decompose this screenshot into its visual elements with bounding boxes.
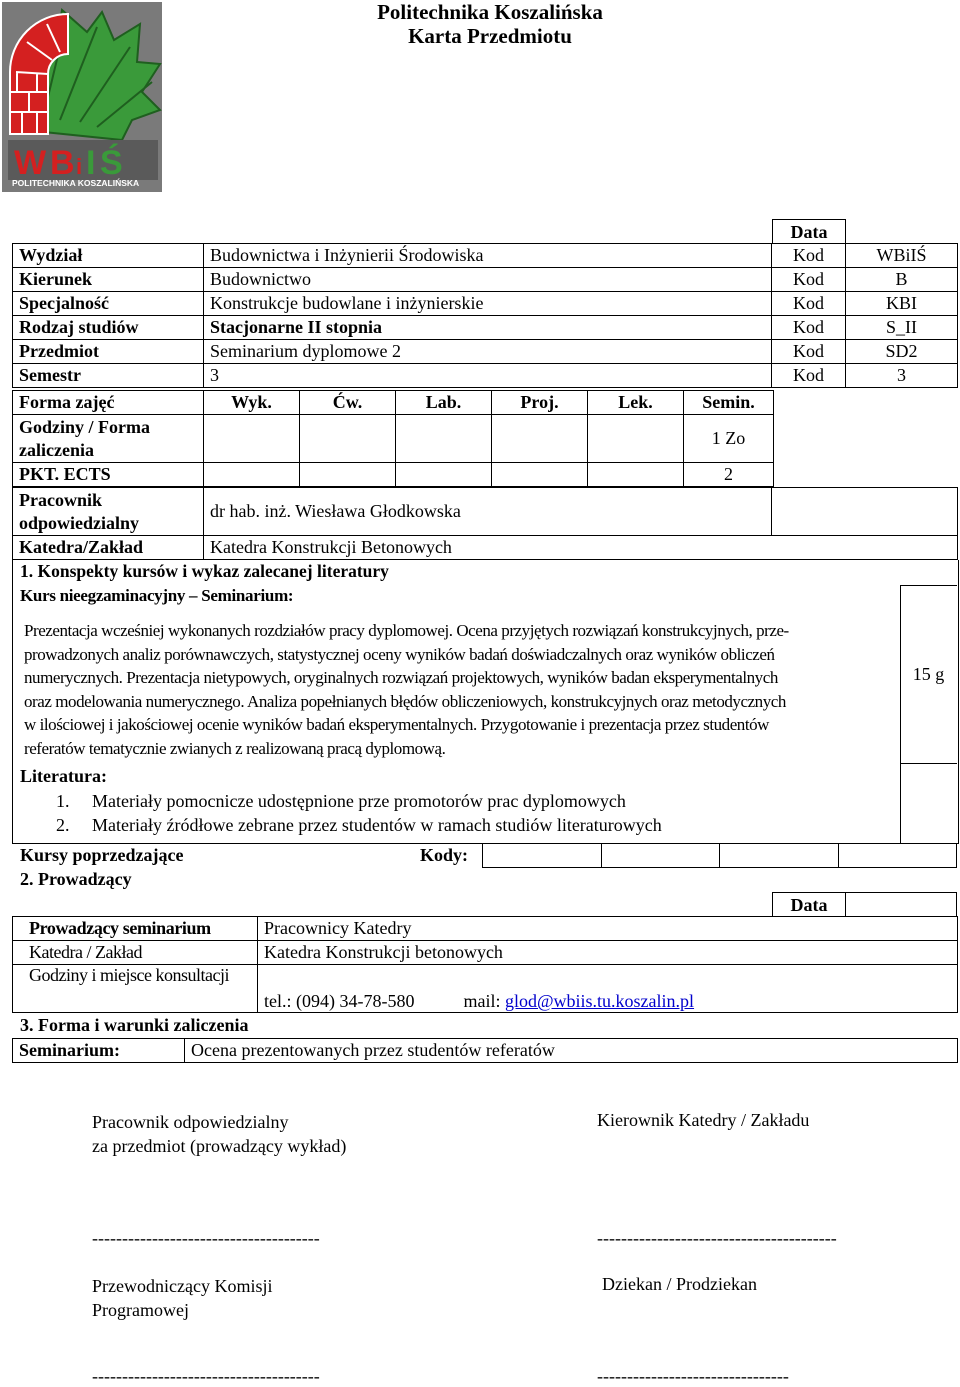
kod-label: Kod — [772, 244, 846, 268]
data-header-cell: Data — [772, 219, 846, 244]
signature-right-2: Dziekan / Prodziekan — [602, 1274, 757, 1294]
logo-letter-w: W — [14, 144, 47, 182]
card-title: Karta Przedmiotu — [408, 24, 572, 48]
katedra2-row — [13, 941, 958, 965]
pracownik-table — [12, 487, 958, 560]
email-link[interactable]: glod@wbiis.tu.koszalin.pl — [504, 991, 695, 1011]
svg-text:B: B — [50, 144, 75, 182]
katedra-row — [13, 536, 958, 560]
label-kierunek: Kierunek — [13, 268, 204, 292]
mail-label: mail: — [463, 991, 501, 1011]
info-table — [12, 243, 958, 388]
kod-label: Kod — [772, 340, 846, 364]
forma-table — [12, 390, 774, 487]
literatura-list — [56, 789, 662, 837]
info-row-kierunek — [13, 268, 958, 292]
code-rodzaj: S_II — [846, 316, 958, 340]
code-przedmiot: SD2 — [846, 340, 958, 364]
description-line: Prezentacja wcześniej wykonanych rozdziałów pracy dyplomowej. Ocena przyjętych rozwiązań konstrukcyjnych, prze- — [24, 621, 789, 640]
value-specjalnosc: Konstrukcje budowlane i inżynierskie — [204, 292, 772, 316]
konsultacje-label: Godziny i miejsce konsultacji — [13, 965, 258, 1013]
literatura-item: 2. Materiały źródłowe zebrane przez studentów w ramach studiów literaturowych — [56, 815, 662, 835]
godziny-label: Godziny / Forma zaliczenia — [13, 415, 204, 463]
pkt-row — [13, 463, 774, 487]
zaliczenie-label: Seminarium: — [13, 1039, 185, 1063]
kody-label: Kody: — [420, 845, 469, 865]
page-title — [330, 0, 650, 48]
kurs-heading: Kurs nieegzaminacyjny – Seminarium: — [20, 586, 294, 605]
info-row-specjalnosc — [13, 292, 958, 316]
kod-label: Kod — [772, 268, 846, 292]
katedra2-value: Katedra Konstrukcji betonowych — [258, 941, 958, 965]
signature-line: ---------------------------------------- — [597, 1228, 837, 1248]
code-wydzial: WBiIŚ — [846, 244, 958, 268]
signature-left-1: Pracownik odpowiedzialny za przedmiot (prowadzący wykład) — [92, 1112, 347, 1156]
info-row-przedmiot — [13, 340, 958, 364]
code-semestr: 3 — [846, 364, 958, 388]
label-specjalnosc: Specjalność — [13, 292, 204, 316]
godziny-semin: 1 Zo — [684, 415, 774, 463]
svg-text:i: i — [76, 154, 83, 179]
description-line: referatów tematycznie zwianych z realizowaną pracą dyplomową. — [24, 738, 446, 758]
info-row-semestr — [13, 364, 958, 388]
zaliczenie-value: Ocena prezentowanych przez studentów referatów — [185, 1039, 958, 1063]
katedra-label: Katedra/Zakład — [13, 536, 204, 560]
section2-heading: 2. Prowadzący — [20, 869, 132, 889]
konsultacje-value — [258, 965, 958, 1013]
signature-line: -------------------------------------- — [92, 1366, 320, 1386]
kursy-label: Kursy poprzedzające — [20, 845, 184, 865]
description-line: w ilościowej i jakościowej ocenie wyników badań eksperymentalnych. Przygotowanie i prezentacja przez studentów — [24, 715, 769, 734]
info-row-wydzial — [13, 244, 958, 268]
faculty-logo — [2, 2, 162, 192]
literatura-label: Literatura: — [20, 766, 107, 786]
kod-label: Kod — [772, 316, 846, 340]
form-cw: Ćw. — [300, 391, 396, 415]
kod-label: Kod — [772, 292, 846, 316]
konsultacje-row — [13, 965, 958, 1013]
university-name: Politechnika Koszalińska — [377, 0, 603, 24]
svg-text:I: I — [86, 144, 96, 182]
value-wydzial: Budownictwa i Inżynierii Środowiska — [204, 244, 772, 268]
section3-heading: 3. Forma i warunki zaliczenia — [20, 1015, 249, 1035]
kurs-description — [24, 619, 900, 760]
phone: tel.: (094) 34-78-580 — [264, 991, 415, 1011]
prowadzacy-label: Prowadzący seminarium — [13, 917, 258, 941]
form-lab: Lab. — [396, 391, 492, 415]
logo-graphic — [2, 2, 162, 192]
pracownik-row — [13, 488, 958, 536]
label-przedmiot: Przedmiot — [13, 340, 204, 364]
description-line: numerycznych. Prezentacja nietypowych, oryginalnych rozwiązań projektowych, wyników badan eksperymentalnych — [24, 668, 778, 687]
katedra-value: Katedra Konstrukcji Betonowych — [204, 536, 958, 560]
literatura-item: 1. Materiały pomocnicze udostępnione prze promotorów prac dyplomowych — [56, 791, 626, 811]
pkt-semin: 2 — [684, 463, 774, 487]
code-specjalnosc: KBI — [846, 292, 958, 316]
code-kierunek: B — [846, 268, 958, 292]
section2-data-cell: Data — [772, 892, 846, 917]
svg-text:POLITECHNIKA KOSZALIŃSKA: POLITECHNIKA KOSZALIŃSKA — [12, 178, 140, 188]
section1-heading: 1. Konspekty kursów i wykaz zalecanej literatury — [20, 561, 389, 581]
info-row-rodzaj — [13, 316, 958, 340]
description-line: oraz modelowania numerycznego. Analiza popełnianych błędów obliczeniowych, konstrukcyjnych oraz metodycznych — [24, 691, 786, 711]
form-proj: Proj. — [492, 391, 588, 415]
forma-row — [13, 391, 774, 415]
svg-text:Ś: Ś — [100, 144, 123, 182]
pracownik-value: dr hab. inż. Wiesława Głodkowska — [204, 488, 772, 536]
pracownik-label: Pracownik odpowiedzialny — [13, 488, 204, 536]
label-semestr: Semestr — [13, 364, 204, 388]
signature-line: -------------------------------- — [597, 1366, 789, 1386]
signature-left-2: Przewodniczący Komisji Programowej — [92, 1276, 273, 1320]
pkt-label: PKT. ECTS — [13, 463, 204, 487]
zaliczenie-row — [13, 1039, 958, 1063]
kod-label: Kod — [772, 364, 846, 388]
description-line: prowadzonych analiz porównawczych, statystycznej oceny wyników badań doświadczalnych oraz wyników obliczeń — [24, 644, 775, 664]
prowadzacy-value: Pracownicy Katedry — [258, 917, 958, 941]
prowadzacy-table — [12, 916, 958, 1013]
godziny-row — [13, 415, 774, 463]
label-rodzaj: Rodzaj studiów — [13, 316, 204, 340]
kody-table — [482, 843, 957, 868]
label-wydzial: Wydział — [13, 244, 204, 268]
prowadzacy-row — [13, 917, 958, 941]
value-rodzaj: Stacjonarne II stopnia — [204, 316, 772, 340]
value-kierunek: Budownictwo — [204, 268, 772, 292]
value-przedmiot: Seminarium dyplomowe 2 — [204, 340, 772, 364]
katedra2-label: Katedra / Zakład — [13, 941, 258, 965]
signature-line: -------------------------------------- — [92, 1228, 320, 1248]
form-wyk: Wyk. — [204, 391, 300, 415]
signature-right-1: Kierownik Katedry / Zakładu — [597, 1110, 810, 1130]
kurs-hours: 15 g — [912, 664, 945, 684]
zaliczenie-table — [12, 1038, 958, 1063]
form-semin: Semin. — [684, 391, 774, 415]
form-lek: Lek. — [588, 391, 684, 415]
value-semestr: 3 — [204, 364, 772, 388]
forma-label: Forma zajęć — [13, 391, 204, 415]
